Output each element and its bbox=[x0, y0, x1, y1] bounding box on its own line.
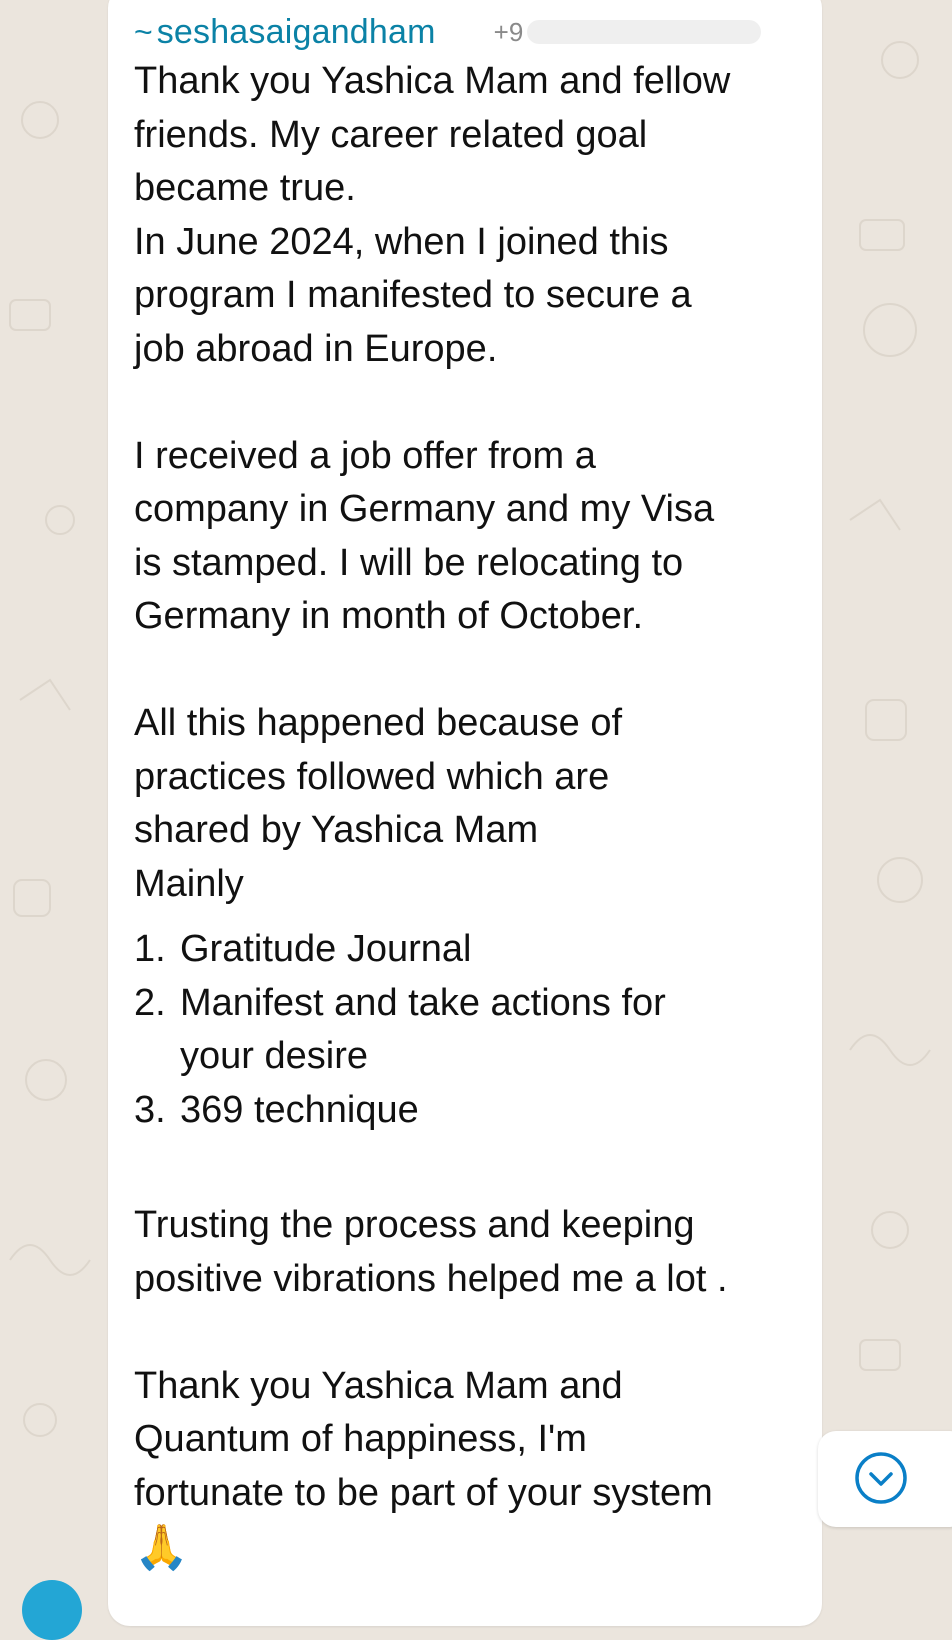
message-line: is stamped. I will be relocating to bbox=[134, 541, 684, 584]
message-line: program I manifested to secure a bbox=[134, 274, 692, 316]
message-line: Thank you Yashica Mam and fellow bbox=[134, 60, 731, 102]
sender-name[interactable]: seshasaigandham bbox=[156, 12, 436, 51]
message-line: shared by Yashica Mam bbox=[134, 809, 539, 851]
message-line: friends. My career related goal bbox=[134, 113, 648, 156]
scroll-to-bottom-button[interactable] bbox=[818, 1431, 952, 1527]
list-item-continuation bbox=[134, 1030, 794, 1084]
message-line: positive vibrations helped me a lot . bbox=[134, 1257, 728, 1300]
message-line: In June 2024, when I joined this bbox=[134, 220, 669, 263]
list-item bbox=[134, 923, 794, 977]
message-line: Thank you Yashica Mam and bbox=[134, 1364, 623, 1407]
list-item bbox=[134, 977, 794, 1031]
list-text: Gratitude Journal bbox=[180, 928, 472, 970]
list-item bbox=[134, 1084, 794, 1138]
message-line: became true. bbox=[134, 167, 356, 209]
message-line: All this happened because of bbox=[134, 702, 623, 744]
message-line: Germany in month of October. bbox=[134, 595, 644, 637]
message-header bbox=[134, 8, 814, 56]
paragraph-gap bbox=[134, 376, 794, 430]
message-line: job abroad in Europe. bbox=[134, 327, 498, 370]
message-text bbox=[134, 55, 794, 1574]
list-number: 3. bbox=[134, 1088, 166, 1131]
paragraph-gap bbox=[134, 644, 794, 698]
list-text: your desire bbox=[180, 1035, 368, 1077]
message-line: Trusting the process and keeping bbox=[134, 1204, 695, 1246]
message-line: I received a job offer from a bbox=[134, 434, 596, 477]
message-line: Quantum of happiness, I'm bbox=[134, 1418, 587, 1460]
paragraph-gap bbox=[134, 1137, 794, 1199]
sender-phone: +9 bbox=[493, 16, 524, 47]
message-line: fortunate to be part of your system bbox=[134, 1471, 713, 1514]
message-line: company in Germany and my Visa bbox=[134, 488, 715, 530]
list-text: 369 technique bbox=[180, 1088, 419, 1131]
sender-prefix: ~ bbox=[134, 13, 153, 50]
phone-redaction bbox=[527, 20, 761, 44]
avatar[interactable] bbox=[22, 1580, 82, 1640]
list-number: 2. bbox=[134, 981, 166, 1024]
list-text: Manifest and take actions for bbox=[180, 981, 666, 1024]
message-line: Mainly bbox=[134, 862, 244, 905]
folded-hands-emoji: 🙏 bbox=[134, 1523, 189, 1572]
practices-list bbox=[134, 923, 794, 1137]
list-number: 1. bbox=[134, 928, 166, 970]
chevron-down-circle-icon bbox=[854, 1451, 908, 1505]
paragraph-gap bbox=[134, 1306, 794, 1360]
message-line: practices followed which are bbox=[134, 755, 610, 798]
